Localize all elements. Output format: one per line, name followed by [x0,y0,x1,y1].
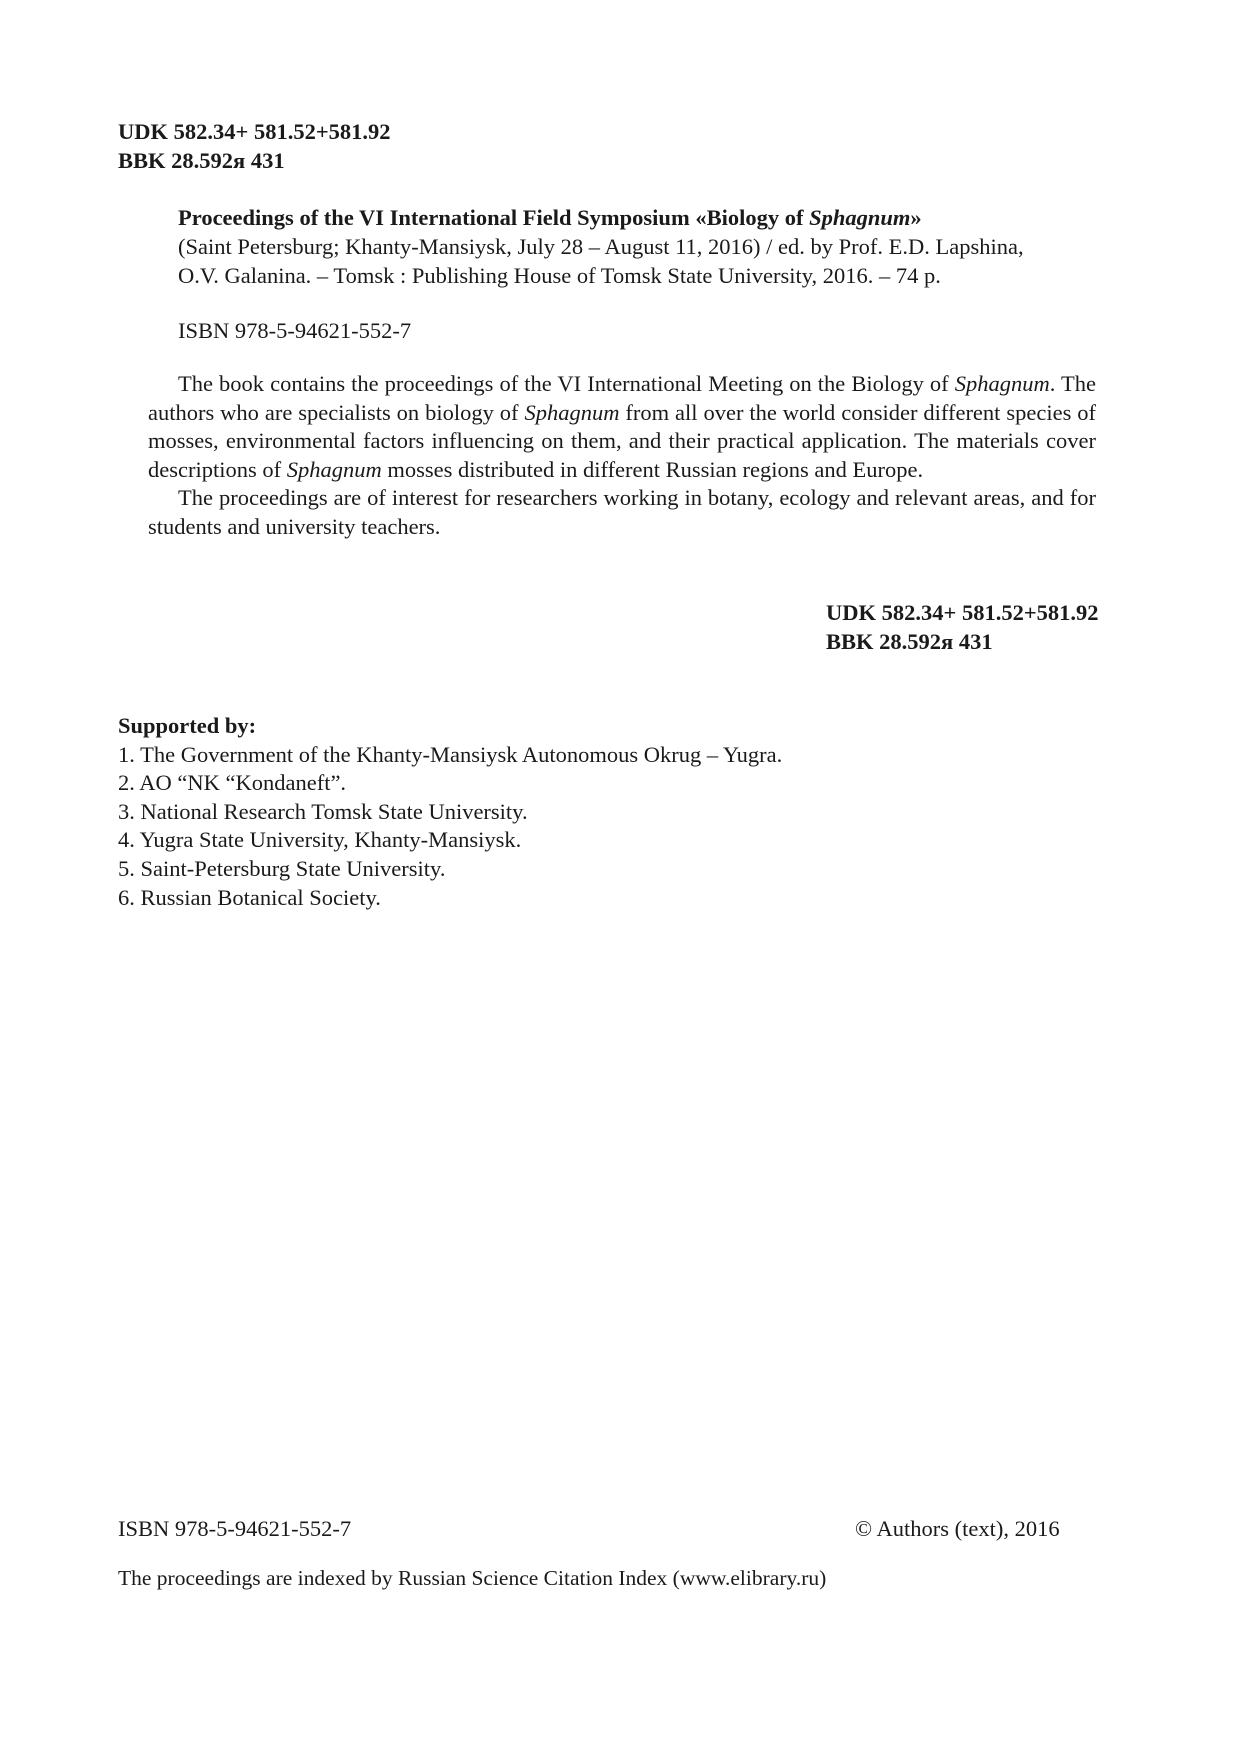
book-title [178,203,1024,232]
bibliographic-record [178,203,1024,290]
genus-italic: Sphagnum [954,371,1050,396]
supporters-heading: Supported by: [118,713,257,738]
abstract-paragraph-2: The proceedings are of interest for researchers working in botany, ecology and relevant areas, and for students and university teachers. [148,485,1096,539]
bbk-code: BBK 28.592я 431 [826,629,993,654]
bbk-code: BBK 28.592я 431 [118,148,285,173]
udk-code: UDK 582.34+ 581.52+581.92 [118,119,391,144]
udk-code: UDK 582.34+ 581.52+581.92 [826,600,1099,625]
footer-isbn: ISBN 978-5-94621-552-7 [118,1516,352,1541]
abstract [148,370,1096,542]
udk-classification-right [826,598,1099,656]
bibliography-line-3: O.V. Galanina. – Tomsk : Publishing House of Tomsk State University, 2016. – 74 p. [178,263,941,288]
genus-italic: Sphagnum [286,456,382,482]
udk-classification-top [118,117,391,175]
copyright-notice: © Authors (text), 2016 [855,1516,1060,1541]
abstract-text: from all over the world consider different species of mosses, environmental factors influencing on them, and their practical application. The materials cover descriptions of [148,399,1097,482]
abstract-text: . The authors who are specialists on biology of [148,371,1096,425]
book-title-end: » [910,205,922,230]
isbn-record: ISBN 978-5-94621-552-7 [178,318,412,343]
supporter-item: 2. AO “NK “Kondaneft”. [118,770,347,796]
supporter-item: 3. National Research Tomsk State University. [118,798,528,824]
indexing-note: The proceedings are indexed by Russian Science Citation Index (www.elibrary.ru) [118,1566,827,1590]
supporter-item: 6. Russian Botanical Society. [118,884,381,910]
abstract-paragraph-1 [148,370,1096,484]
supporter-item: 4. Yugra State University, Khanty-Mansiysk. [118,827,522,853]
book-title-genus: Sphagnum [809,205,911,230]
bibliography-line-2: (Saint Petersburg; Khanty-Mansiysk, July 28 – August 11, 2016) / ed. by Prof. E.D. Lapshina, [178,234,1024,259]
supporters-section [118,711,782,911]
genus-italic: Sphagnum [524,399,620,425]
abstract-text: mosses distributed in different Russian regions and Europe. [381,456,924,482]
supporter-item: 1. The Government of the Khanty-Mansiysk Autonomous Okrug – Yugra. [118,741,783,767]
supporter-item: 5. Saint-Petersburg State University. [118,855,446,881]
book-title-text: Proceedings of the VI International Field Symposium «Biology of [178,205,810,230]
abstract-text: The book contains the proceedings of the VI International Meeting on the Biology of [178,371,955,396]
